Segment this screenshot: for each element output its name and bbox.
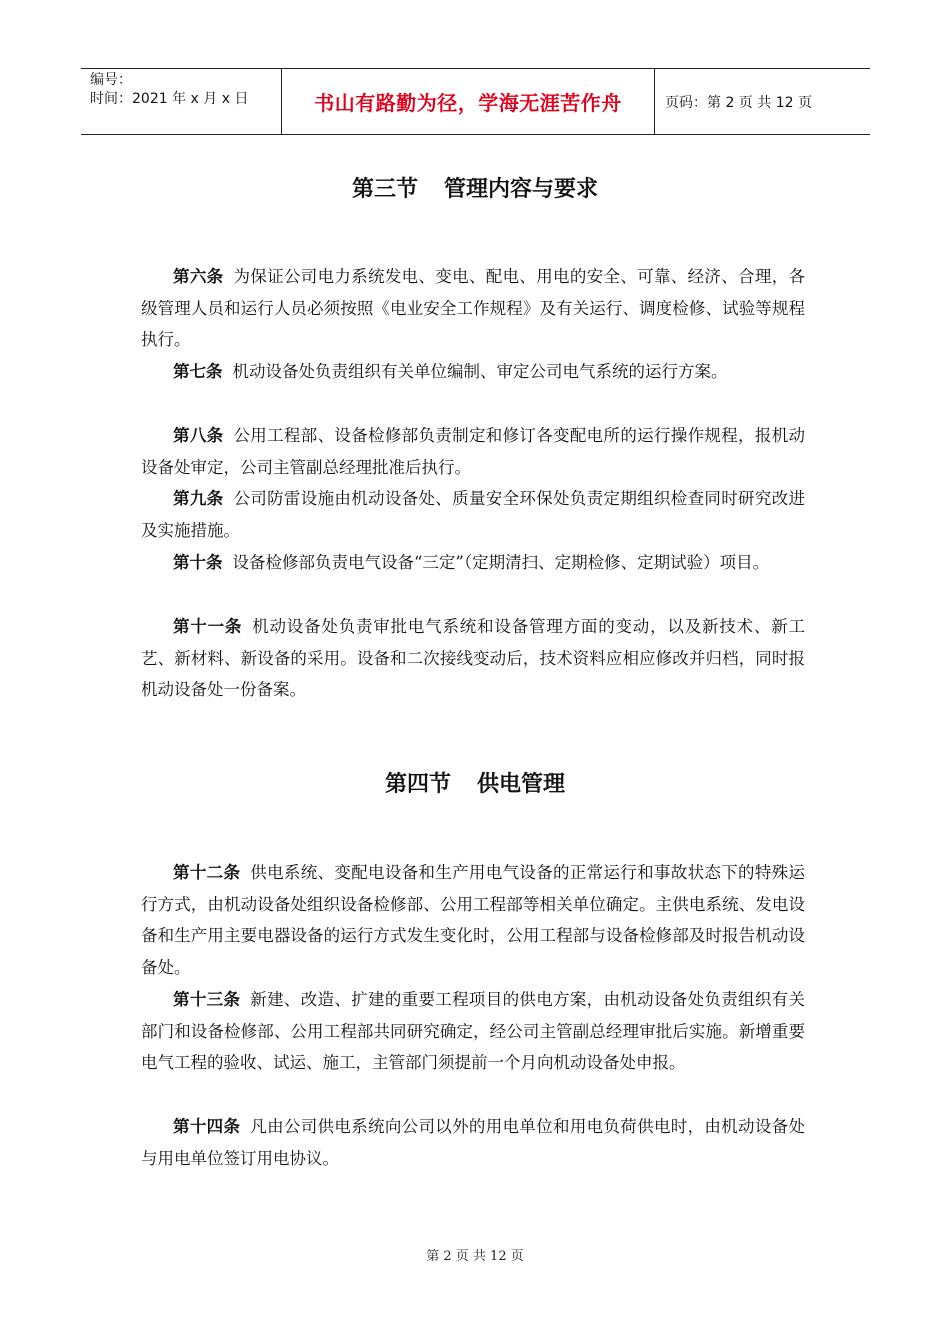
document-number-label: 编号： <box>90 72 132 88</box>
article-paragraph <box>141 1111 805 1174</box>
article-paragraph <box>141 356 805 388</box>
article-text: 供电系统、变配电设备和生产用电气设备的正常运行和事故状态下的特殊运行方式，由机动设备处组织设备检修部、公用工程部等相关单位确定。主供电系统、发电设备和生产用主要电器设备的运行方式发生变化时，公用工程部与设备检修部及时报告机动设备处。 <box>141 863 806 977</box>
article-text: 新建、改造、扩建的重要工程项目的供电方案，由机动设备处负责组织有关部门和设备检修部、公用工程部共同研究确定，经公司主管副总经理审批后实施。新增重要电气工程的验收、试运、施工，主管部门须提前一个月向机动设备处申报。 <box>141 990 806 1072</box>
article-label: 第十四条 <box>173 1117 241 1136</box>
section-number: 第四节 <box>384 772 451 797</box>
article-text: 设备检修部负责电气设备“三定”（定期清扫、定期检修、定期试验）项目。 <box>232 553 770 572</box>
section-heading: 供电管理 <box>477 772 566 797</box>
article-paragraph <box>141 261 805 356</box>
header-meta <box>81 69 282 134</box>
document-date: 时间：2021 年 x 月 x 日 <box>90 91 249 107</box>
article-label: 第七条 <box>173 362 223 381</box>
article-paragraph <box>141 611 805 706</box>
article-paragraph <box>141 547 805 579</box>
section-number: 第三节 <box>351 177 418 202</box>
article-label: 第十三条 <box>173 990 241 1009</box>
article-text: 为保证公司电力系统发电、变电、配电、用电的安全、可靠、经济、合理，各级管理人员和运行人员必须按照《电业安全工作规程》及有关运行、调度检修、试验等规程执行。 <box>141 267 806 349</box>
article-label: 第九条 <box>173 489 224 508</box>
article-label: 第十一条 <box>173 617 243 636</box>
section-heading: 管理内容与要求 <box>444 177 599 202</box>
page-footer: 第 2 页 共 12 页 <box>426 1249 524 1264</box>
article-paragraph <box>141 420 805 483</box>
page-header <box>81 68 870 135</box>
section-title <box>0 767 950 798</box>
article-paragraph <box>141 857 805 983</box>
article-paragraph <box>141 984 805 1079</box>
article-text: 机动设备处负责组织有关单位编制、审定公司电气系统的运行方案。 <box>232 362 728 381</box>
article-text: 机动设备处负责审批电气系统和设备管理方面的变动，以及新技术、新工艺、新材料、新设备的采用。设备和二次接线变动后，技术资料应相应修改并归档，同时报机动设备处一份备案。 <box>141 617 806 699</box>
article-text: 凡由公司供电系统向公司以外的用电单位和用电负荷供电时，由机动设备处与用电单位签订用电协议。 <box>141 1117 806 1168</box>
header-page-info: 页码：第 2 页 共 12 页 <box>665 94 812 111</box>
article-label: 第六条 <box>173 267 224 286</box>
article-label: 第八条 <box>173 426 224 445</box>
article-label: 第十二条 <box>173 863 241 882</box>
article-paragraph <box>141 483 805 546</box>
header-motto: 书山有路勤为径，学海无涯苦作舟 <box>282 69 655 134</box>
article-text: 公司防雷设施由机动设备处、质量安全环保处负责定期组织检查同时研究改进及实施措施。 <box>141 489 806 540</box>
article-label: 第十条 <box>173 553 223 572</box>
section-title <box>0 172 950 203</box>
article-text: 公用工程部、设备检修部负责制定和修订各变配电所的运行操作规程，报机动设备处审定，公司主管副总经理批准后执行。 <box>141 426 806 477</box>
